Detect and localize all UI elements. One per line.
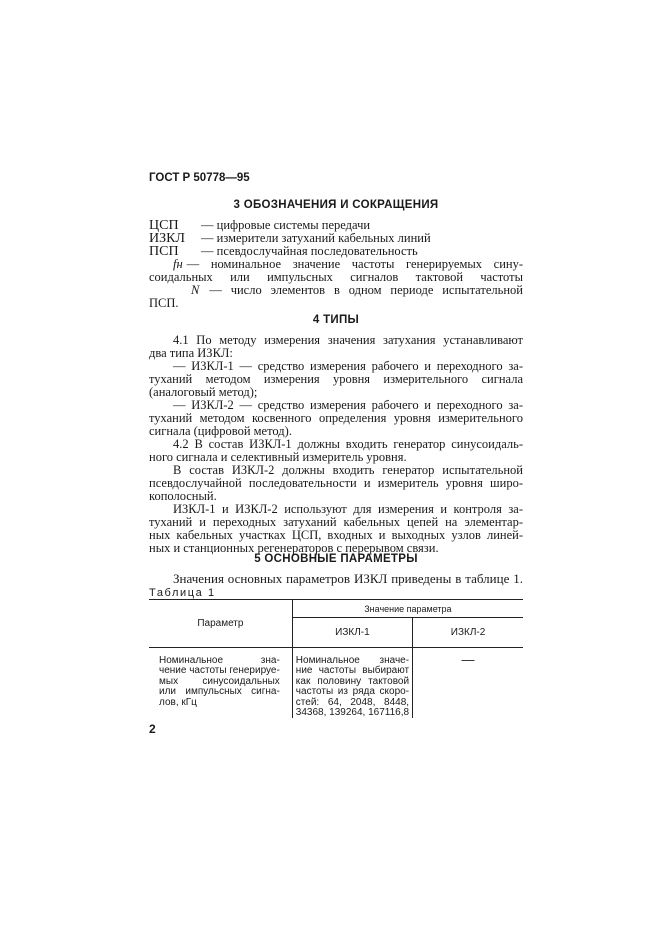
paragraph-line: (аналоговый метод); [149,385,258,399]
n-definition-line1 [191,283,523,297]
table-cell-izkl2: — [413,648,523,719]
cell-line: стей: 64, 2048, 8448, [295,696,410,708]
table-cell-param [149,648,292,719]
section-3-title: 3 ОБОЗНАЧЕНИЯ И СОКРАЩЕНИЯ [233,199,439,211]
n-text: — число элементов в одном периоде испытательной [209,283,523,297]
fn-symbol: fн [173,257,183,271]
cell-line: 34368, 139264, 167116,8 [295,707,410,719]
parameters-table [149,599,523,718]
paragraph-line: псевдослучайной последовательности и измеритель уровня широ- [149,476,523,490]
paragraph-line: ных кабельных участках ЦСП, входных и выходных узлов линей- [149,528,523,542]
abbr-definition: — цифровые системы передачи [201,218,371,232]
paragraph-line: кополосный. [149,489,217,503]
cell-line: Номинальное значе- [295,655,410,666]
cell-line: как половину тактовой [295,675,410,687]
abbr-definition: — псевдослучайная последовательность [201,244,418,258]
n-definition-line2: ПСП. [149,296,179,310]
cell-line: или импульсных сигна- [159,686,280,698]
paragraph-line: В состав ИЗКЛ-2 должны входить генератор испытательной [173,463,523,477]
cell-line: ние частоты выбирают [295,665,410,677]
paragraph-line: туханий методом косвенного определения уровня измерительного [149,411,523,425]
paragraph-line: сигнала (цифровой метод). [149,424,292,438]
section-4-title: 4 ТИПЫ [312,314,360,326]
fn-definition-line2: соидальных или импульсных сигналов тактовой частоты [149,270,523,284]
abbr-term: ИЗКЛ [149,231,185,246]
abbr-definition: — измерители затуханий кабельных линий [201,231,431,245]
section-5-title: 5 ОСНОВНЫЕ ПАРАМЕТРЫ [254,553,418,565]
table-cell-izkl1 [292,648,412,719]
paragraph-line: ИЗКЛ-1 и ИЗКЛ-2 используют для измерения и контроля за- [173,502,523,516]
table-caption: Таблица 1 [149,587,216,599]
paragraph-line: 4.1 По методу измерения значения затухания устанавливают [173,333,523,347]
section-5-intro: Значения основных параметров ИЗКЛ приведены в таблице 1. [173,571,523,586]
paragraph-line: ного сигнала и селективный измеритель уровня. [149,450,407,464]
standard-header: ГОСТ Р 50778—95 [149,172,250,184]
table-header-param: Параметр [149,600,292,648]
table-header-izkl2: ИЗКЛ-2 [413,618,523,648]
cell-line: Номинальное зна- [159,655,280,666]
paragraph-line: — ИЗКЛ-1 — средство измерения рабочего и переходного за- [173,359,523,373]
fn-text: — номинальное значение частоты генерируемых сину- [186,257,523,271]
page-number: 2 [149,722,156,736]
abbr-term: ПСП [149,244,179,259]
table-header-izkl1: ИЗКЛ-1 [292,618,412,648]
paragraph-line: 4.2 В состав ИЗКЛ-1 должны входить генератор синусоидаль- [173,437,523,451]
abbr-term: ЦСП [149,218,179,233]
paragraph-line: туханий методом измерения уровня измерительного сигнала [149,372,523,386]
cell-line: частоты из ряда скоро- [295,686,410,698]
paragraph-line: два типа ИЗКЛ: [149,346,233,360]
paragraph-line: — ИЗКЛ-2 — средство измерения рабочего и переходного за- [173,398,523,412]
n-symbol: N [191,283,200,297]
paragraph-line: ных и станционных регенераторов с перерывом связи. [149,541,439,555]
cell-line: мых синусоидальных [159,675,280,687]
paragraph-line: туханий и переходных затуханий кабельных цепей на элементар- [149,515,523,529]
fn-definition-line1 [173,257,523,271]
cell-line: лов, кГц [159,696,197,708]
table-header-value: Значение параметра [292,600,523,618]
cell-line: чение частоты генерируе- [159,665,280,677]
